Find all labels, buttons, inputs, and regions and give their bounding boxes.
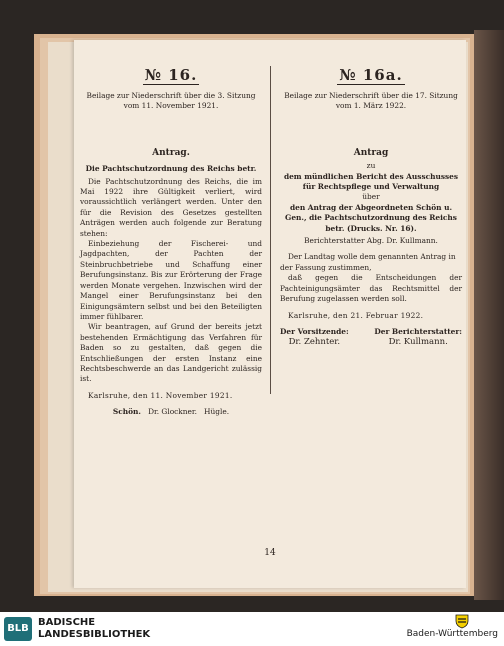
document-number: № 16. — [144, 66, 198, 84]
signature: Dr. Glockner. — [148, 407, 197, 417]
antrag-heading: Antrag — [353, 147, 389, 158]
antrag-zu: zu — [366, 161, 376, 171]
right-column — [280, 66, 462, 348]
antrag-heading: Antrag. — [152, 147, 190, 158]
reporter-signature: Der Berichterstatter: Dr. Kullmann. — [374, 326, 462, 348]
signature: Hügle. — [204, 407, 230, 417]
state-name: Baden-Württemberg — [406, 629, 498, 639]
signature-block — [280, 327, 462, 348]
paragraph: daß gegen die Entscheidungen der Pachteinigungsämter das Rechtsmittel der Berufung zugelassen werden soll. — [280, 273, 462, 304]
antrag-subject: Die Pachtschutzordnung des Reichs betr. — [85, 164, 257, 174]
reporter-line: Berichterstatter Abg. Dr. Kullmann. — [304, 236, 438, 246]
book-spine — [474, 30, 504, 600]
blb-logo[interactable]: BLB — [4, 617, 32, 641]
signature: Schön. — [112, 407, 142, 417]
column-divider — [270, 66, 271, 394]
document-date: vom 11. November 1921. — [123, 101, 219, 111]
chair-signature: Der Vorsitzende: Dr. Zehnter. — [280, 326, 349, 348]
signatures — [80, 407, 262, 417]
place-date: Karlsruhe, den 21. Februar 1922. — [288, 310, 424, 320]
place-date: Karlsruhe, den 11. November 1921. — [88, 390, 233, 400]
left-column — [80, 66, 262, 418]
document-date: vom 1. März 1922. — [335, 101, 407, 111]
antrag-reference: den Antrag der Abgeordneten Schön u. Gen., die Pachtschutzordnung des Reichs betr. (Drucks. Nr. 16). — [285, 202, 457, 233]
document-subtitle: Beilage zur Niederschrift über die 17. Sitzung — [284, 91, 458, 100]
page-number: 14 — [264, 548, 276, 558]
antrag-ueber: über — [362, 192, 380, 202]
antrag-reference: dem mündlichen Bericht des Ausschusses für Rechtspflege und Verwaltung — [283, 171, 459, 192]
library-name[interactable]: BADISCHE LANDESBIBLIOTHEK — [38, 617, 151, 640]
paragraph: Der Landtag wolle dem genannten Antrag in der Fassung zustimmen, — [280, 252, 456, 272]
document-subtitle: Beilage zur Niederschrift über die 3. Sitzung — [86, 91, 256, 100]
document-number: № 16a. — [339, 66, 403, 84]
paragraph: Wir beantragen, auf Grund der bereits jetzt bestehenden Ermächtigung das Verfahren für Baden so zu gestalten, daß gegen die Entschließungen der ersten Instanz eine Rechtsbeschwerde an das Landgericht zulässig ist. — [80, 322, 262, 384]
crest-icon — [454, 613, 470, 629]
document-page — [74, 40, 466, 588]
paragraph: Die Pachtschutzordnung des Reichs, die im Mai 1922 ihre Gültigkeit verliert, wird voraussichtlich verlängert werden. Unter den für die Revision des Gesetzes gestellten Anträgen werden auch folgende zur Beratung stehen: — [80, 176, 262, 238]
paragraph: Einbeziehung der Fischerei- und Jagdpachten, der Pachten der Steinbruchbetriebe und Schaffung einer Berufungsinstanz. Bis zur Erörterung der Frage werden Monate vergehen. Inzwischen wird der Mangel einer Berufungsinstanz bei den Einigungsämtern selbst und bei den Beteiligten immer fühlbarer. — [80, 239, 262, 321]
